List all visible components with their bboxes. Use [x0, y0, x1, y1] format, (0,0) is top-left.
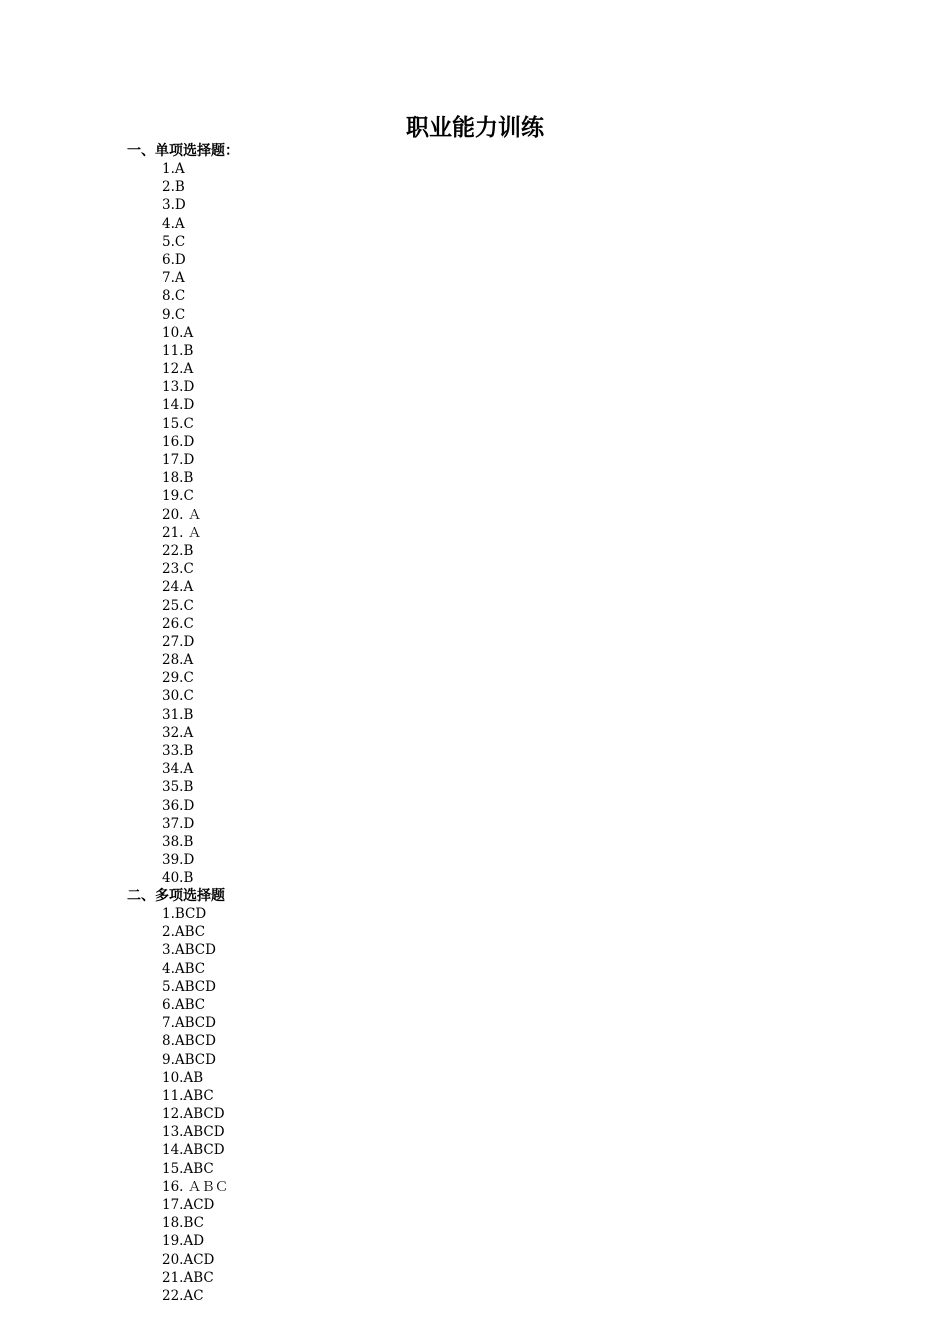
answer-item: 37.D — [162, 815, 195, 832]
answer-item: 14.ABCD — [162, 1142, 225, 1159]
answer-item: 1.A — [162, 161, 185, 177]
answer-item: 27.D — [162, 633, 195, 650]
answer-item: 12.A — [162, 361, 194, 378]
answer-item: 31.B — [162, 706, 194, 723]
answer-item: 34.A — [162, 761, 194, 778]
answer-item: 18.BC — [162, 1215, 204, 1232]
answer-item: 1.BCD — [162, 906, 207, 922]
answer-item: 13.ABCD — [162, 1124, 225, 1141]
answer-item: 26.C — [162, 615, 194, 632]
answer-item: 11.B — [162, 342, 194, 359]
answer-item: 6.D — [162, 251, 186, 268]
answer-item: 5.ABCD — [162, 978, 216, 995]
answer-item: 2.B — [162, 179, 185, 196]
answer-item: 40.B — [162, 870, 194, 887]
document-title: 职业能力训练 — [406, 115, 544, 141]
answer-item: 8.C — [162, 288, 186, 305]
answer-item: 4.A — [162, 215, 185, 232]
answer-item: 5.C — [162, 233, 186, 250]
answer-item: 13.D — [162, 379, 195, 396]
answer-item: 12.ABCD — [162, 1106, 225, 1123]
answer-item: 10.AB — [162, 1069, 204, 1086]
answer-item: 20.ACD — [162, 1251, 215, 1268]
answer-item: 9.ABCD — [162, 1051, 216, 1068]
answer-item: 4.ABC — [162, 960, 206, 977]
answer-item: 16. ＡＢＣ — [162, 1178, 229, 1195]
answer-item: 3.ABCD — [162, 942, 216, 959]
answer-item: 7.ABCD — [162, 1015, 216, 1032]
answer-item: 21. Ａ — [162, 524, 202, 541]
answer-item: 15.ABC — [162, 1160, 214, 1177]
answer-item: 22.B — [162, 542, 194, 559]
answer-item: 39.D — [162, 852, 195, 869]
answer-item: 25.C — [162, 597, 194, 614]
answer-item: 11.ABC — [162, 1087, 214, 1104]
answer-item: 3.D — [162, 197, 186, 214]
answer-item: 20. Ａ — [162, 506, 202, 523]
answer-item: 19.AD — [162, 1233, 205, 1250]
single-choice-answer-list — [162, 160, 201, 888]
answer-item: 28.A — [162, 652, 194, 669]
answer-item: 21.ABC — [162, 1269, 214, 1286]
answer-item: 6.ABC — [162, 996, 206, 1013]
answer-item: 38.B — [162, 833, 194, 850]
answer-item: 32.A — [162, 724, 194, 741]
answer-item: 29.C — [162, 670, 194, 687]
answer-item: 23.C — [162, 561, 194, 578]
multiple-choice-answer-list — [162, 905, 228, 1305]
answer-item: 35.B — [162, 779, 194, 796]
answer-item: 9.C — [162, 306, 186, 323]
answer-item: 7.A — [162, 270, 185, 287]
answer-item: 17.D — [162, 452, 195, 468]
answer-item: 30.C — [162, 688, 194, 705]
answer-item: 2.ABC — [162, 924, 206, 941]
answer-item: 19.C — [162, 488, 194, 505]
answer-item: 33.B — [162, 743, 194, 759]
answer-item: 16.D — [162, 433, 195, 450]
answer-item: 15.C — [162, 415, 194, 432]
answer-item: 22.AC — [162, 1287, 204, 1304]
section-heading-multiple-choice: 二、多项选择题 — [127, 888, 225, 904]
section-heading-single-choice: 一、单项选择题： — [127, 143, 239, 159]
answer-item: 17.ACD — [162, 1197, 215, 1213]
answer-item: 10.A — [162, 324, 194, 341]
answer-item: 18.B — [162, 470, 194, 487]
answer-item: 8.ABCD — [162, 1033, 216, 1050]
answer-item: 14.D — [162, 397, 195, 414]
answer-item: 36.D — [162, 797, 195, 814]
answer-item: 24.A — [162, 579, 194, 596]
